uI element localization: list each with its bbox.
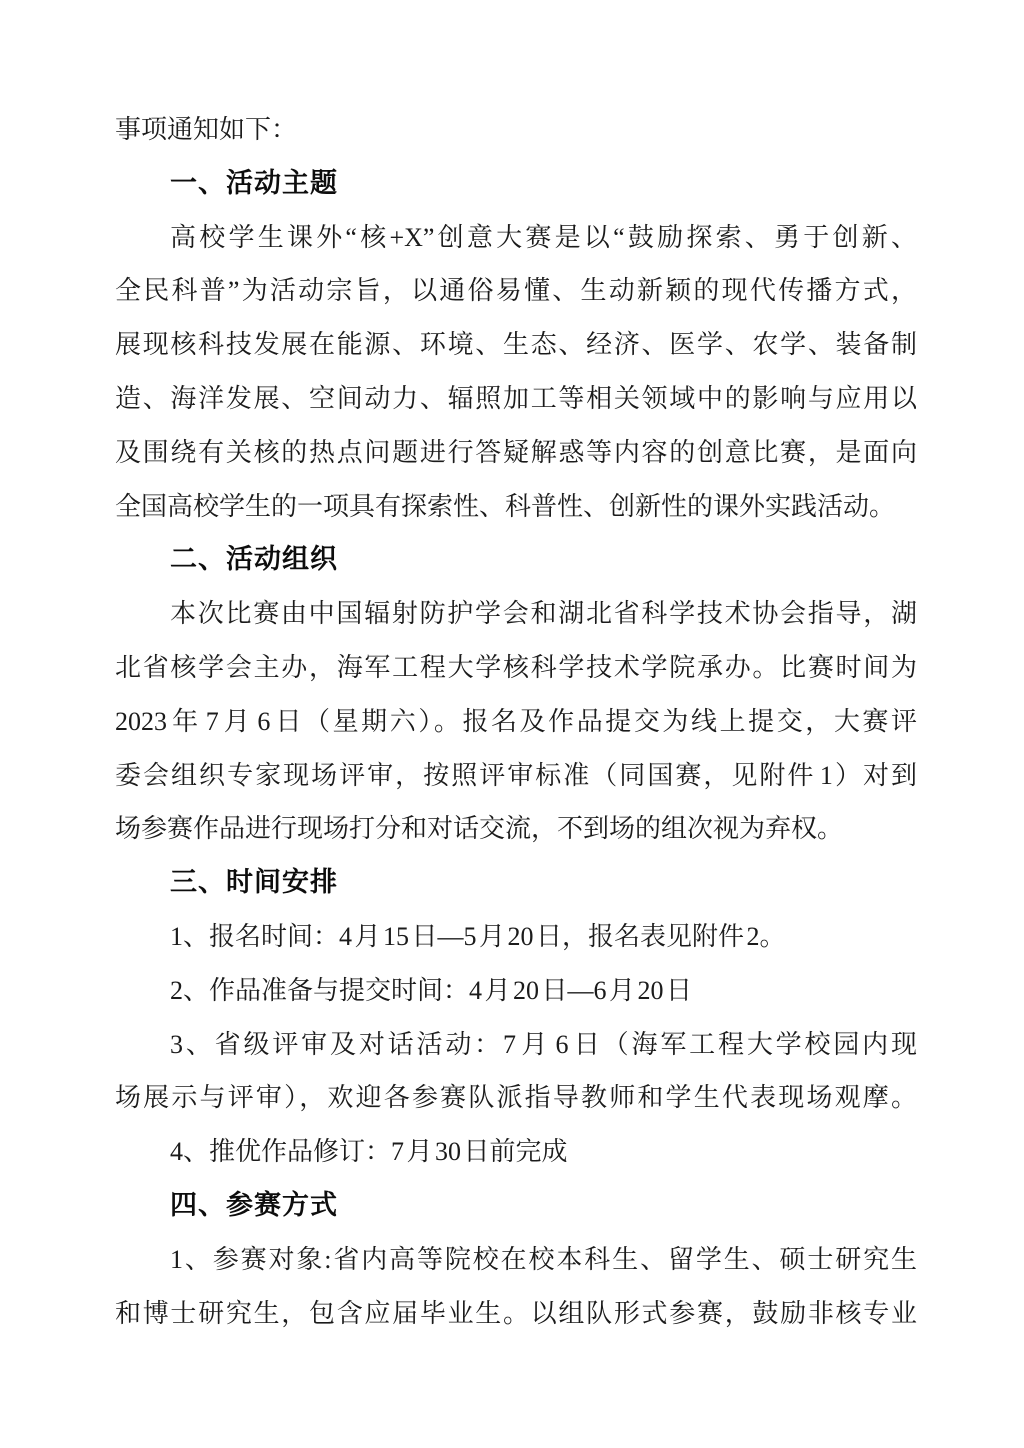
list-item: 1、参赛对象:省内高等院校在校本科生、留学生、硕士研究生 xyxy=(170,1244,917,1274)
list-item: 4、推优作品修订：7 月 30 日前完成 xyxy=(170,1137,568,1167)
section-heading-1: 一、活动主题 xyxy=(170,167,338,198)
text-line: 本次比赛由中国辐射防护学会和湖北省科学技术协会指导，湖 xyxy=(170,599,917,629)
text-line: 2023 年 7 月 6 日（星期六）。报名及作品提交为线上提交，大赛评 xyxy=(115,706,917,736)
section-heading-2: 二、活动组织 xyxy=(170,544,338,575)
list-item: 1、报名时间：4 月 15 日—5 月 20 日，报名表见附件 2。 xyxy=(170,921,786,951)
list-item: 2、作品准备与提交时间：4 月 20 日—6 月 20 日 xyxy=(170,975,693,1005)
document-content xyxy=(115,103,917,1340)
text-line: 全民科普”为活动宗旨，以通俗易懂、生动新颖的现代传播方式， xyxy=(115,276,917,306)
text-line: 事项通知如下： xyxy=(115,115,298,144)
text-line: 展现核科技发展在能源、环境、生态、经济、医学、农学、装备制 xyxy=(115,330,917,360)
text-line: 委会组织专家现场评审，按照评审标准（同国赛，见附件 1）对到 xyxy=(115,760,917,790)
text-line: 造、海洋发展、空间动力、辐照加工等相关领域中的影响与应用以 xyxy=(115,383,917,413)
section-heading-3: 三、时间安排 xyxy=(170,867,338,898)
text-line: 及围绕有关核的热点问题进行答疑解惑等内容的创意比赛，是面向 xyxy=(115,437,917,467)
text-line: 全国高校学生的一项具有探索性、科普性、创新性的课外实践活动。 xyxy=(115,491,896,521)
section-heading-4: 四、参赛方式 xyxy=(170,1189,338,1220)
text-line: 高校学生课外“核+X”创意大赛是以“鼓励探索、勇于创新、 xyxy=(170,222,917,252)
text-line: 北省核学会主办，海军工程大学核科学技术学院承办。比赛时间为 xyxy=(115,652,917,682)
text-line: 场参赛作品进行现场打分和对话交流，不到场的组次视为弃权。 xyxy=(115,814,844,844)
text-line: 和博士研究生，包含应届毕业生。以组队形式参赛，鼓励非核专业 xyxy=(115,1298,917,1328)
list-item: 3、省级评审及对话活动：7 月 6 日（海军工程大学校园内现 xyxy=(170,1029,917,1059)
text-line: 场展示与评审），欢迎各参赛队派指导教师和学生代表现场观摩。 xyxy=(115,1083,917,1113)
